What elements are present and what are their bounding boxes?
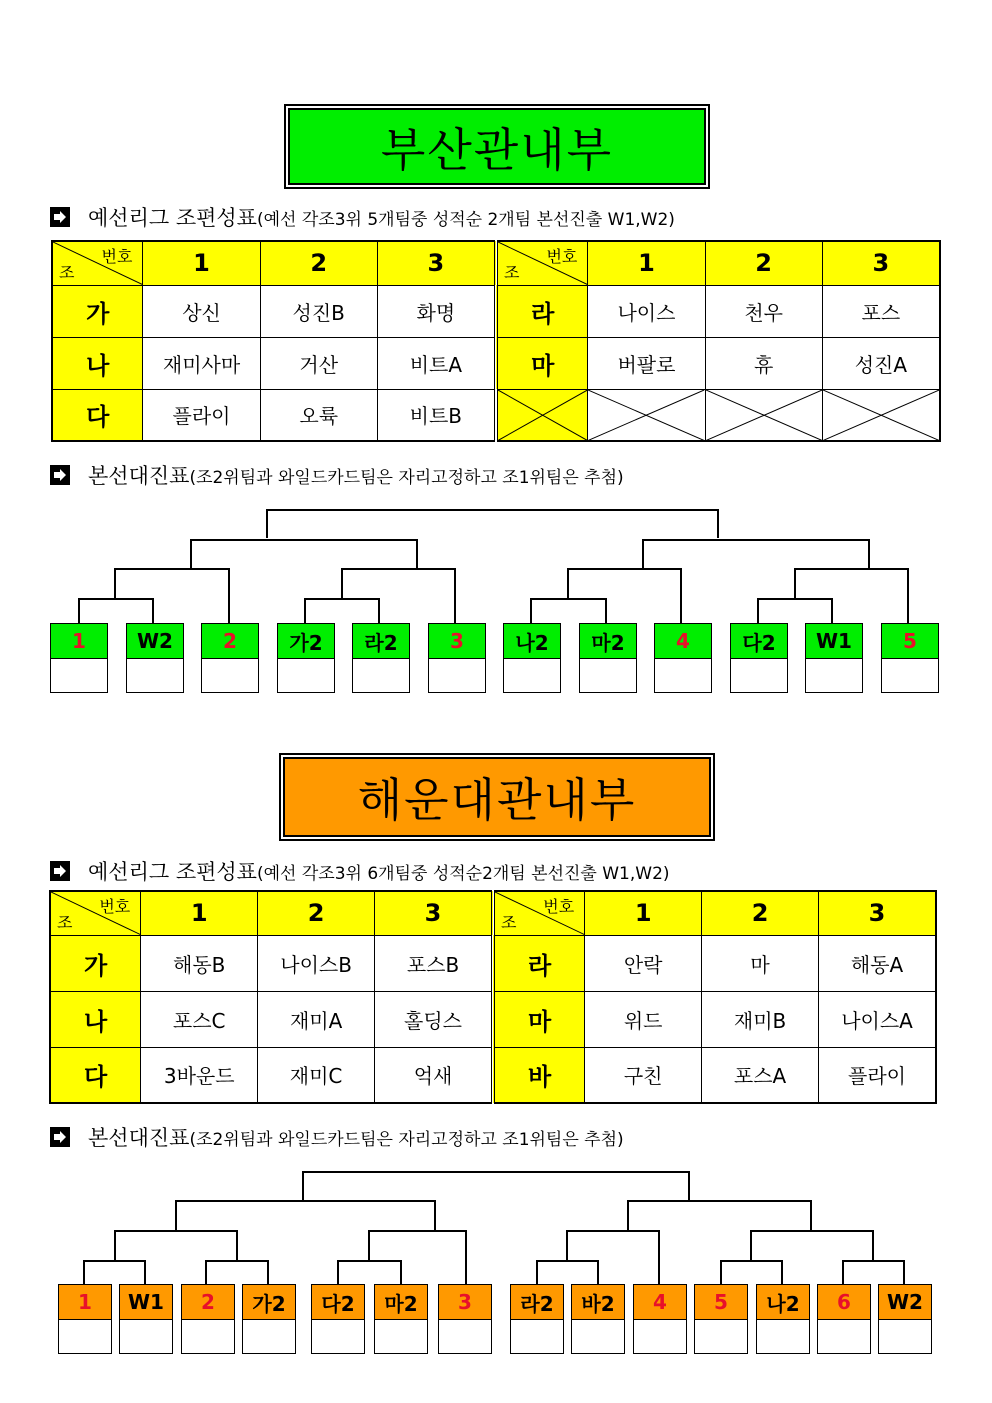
bracket-seed xyxy=(242,1284,296,1354)
team-cell: 위드 xyxy=(585,991,702,1047)
column-header: 1 xyxy=(585,891,702,935)
group-name: 다 xyxy=(52,389,143,441)
seed-label: W2 xyxy=(127,624,183,659)
bracket-seed xyxy=(181,1284,235,1354)
group-name: 다 xyxy=(50,1047,141,1103)
seed-result-box xyxy=(375,1320,427,1353)
team-cell: 해동B xyxy=(141,935,258,991)
haeundae-title: 해운대관내부 xyxy=(357,773,637,827)
column-header: 3 xyxy=(377,241,496,285)
bracket-seed xyxy=(878,1284,932,1354)
team-cell: 해동A xyxy=(819,935,936,991)
haeundae-prelim-heading: 예선리그 조편성표 xyxy=(88,860,257,884)
seed-result-box xyxy=(695,1320,747,1353)
team-cell: 재미B xyxy=(702,991,819,1047)
seed-result-box xyxy=(634,1320,686,1353)
corner-label-number: 번호 xyxy=(101,247,133,266)
group-name: 가 xyxy=(50,935,141,991)
haeundae-main-heading: 본선대진표 xyxy=(88,1126,190,1150)
team-cell: 화명 xyxy=(377,285,496,337)
team-cell: 거산 xyxy=(260,337,377,389)
team-cell: 비트A xyxy=(377,337,496,389)
seed-label: 라2 xyxy=(353,624,409,659)
seed-result-box xyxy=(572,1320,624,1353)
team-cell: 오륙 xyxy=(260,389,377,441)
bracket-seed xyxy=(571,1284,625,1354)
team-cell: 플라이 xyxy=(819,1047,936,1103)
column-header: 1 xyxy=(143,241,260,285)
team-cell: 홀딩스 xyxy=(375,991,493,1047)
team-cell: 나이스B xyxy=(258,935,375,991)
seed-label: 2 xyxy=(182,1285,234,1320)
column-header: 2 xyxy=(702,891,819,935)
column-header: 2 xyxy=(258,891,375,935)
seed-label: 3 xyxy=(429,624,485,659)
bracket-seed xyxy=(756,1284,810,1354)
group-name: 가 xyxy=(52,285,143,337)
seed-label: 5 xyxy=(695,1285,747,1320)
bracket-seed xyxy=(817,1284,871,1354)
seed-label: W1 xyxy=(806,624,862,659)
busan-main-note: (조2위팀과 와일드카드팀은 자리고정하고 조1위팀은 추첨) xyxy=(189,467,624,488)
team-cell: 마 xyxy=(702,935,819,991)
seed-label: 라2 xyxy=(511,1285,563,1320)
seed-label: 3 xyxy=(439,1285,491,1320)
seed-label: 1 xyxy=(59,1285,111,1320)
busan-prelim-heading: 예선리그 조편성표 xyxy=(88,206,257,230)
haeundae-prelim-note: (예선 각조3위 6개팀중 성적순2개팀 본선진출 W1,W2) xyxy=(256,863,670,884)
column-header: 3 xyxy=(822,241,940,285)
seed-label: 4 xyxy=(634,1285,686,1320)
seed-label: W1 xyxy=(120,1285,172,1320)
team-cell: 3바운드 xyxy=(141,1047,258,1103)
group-name: 마 xyxy=(496,337,588,389)
team-cell: 구친 xyxy=(585,1047,702,1103)
team-cell: 천우 xyxy=(705,285,822,337)
group-name: 마 xyxy=(493,991,585,1047)
busan-main-heading: 본선대진표 xyxy=(88,464,190,488)
seed-result-box xyxy=(818,1320,870,1353)
seed-result-box xyxy=(312,1320,364,1353)
seed-label: 나2 xyxy=(504,624,560,659)
team-cell: 상신 xyxy=(143,285,260,337)
team-cell: 나이스 xyxy=(588,285,705,337)
group-name: 라 xyxy=(496,285,588,337)
column-header: 2 xyxy=(705,241,822,285)
team-cell: 포스A xyxy=(702,1047,819,1103)
team-cell: 포스 xyxy=(822,285,940,337)
bracket-seed xyxy=(311,1284,365,1354)
bracket-seed xyxy=(58,1284,112,1354)
bracket-seed xyxy=(633,1284,687,1354)
group-name: 나 xyxy=(52,337,143,389)
corner-label-group: 조 xyxy=(59,262,75,282)
corner-label-group: 조 xyxy=(500,912,517,932)
seed-label: 1 xyxy=(51,624,107,659)
bracket-seed xyxy=(694,1284,748,1354)
seed-label: 마2 xyxy=(375,1285,427,1320)
team-cell: 억새 xyxy=(375,1047,493,1103)
corner-label-group: 조 xyxy=(503,262,520,282)
seed-label: 다2 xyxy=(731,624,787,659)
seed-label: 가2 xyxy=(243,1285,295,1320)
column-header: 1 xyxy=(588,241,705,285)
team-cell: 재미C xyxy=(258,1047,375,1103)
seed-label: 나2 xyxy=(757,1285,809,1320)
team-cell: 안락 xyxy=(585,935,702,991)
team-cell: 포스C xyxy=(141,991,258,1047)
seed-result-box xyxy=(120,1320,172,1353)
team-cell: 성진B xyxy=(260,285,377,337)
group-name: 라 xyxy=(493,935,585,991)
seed-label: 2 xyxy=(202,624,258,659)
team-cell: 포스B xyxy=(375,935,493,991)
bracket-seed xyxy=(510,1284,564,1354)
seed-label: 가2 xyxy=(278,624,334,659)
team-cell: 휴 xyxy=(705,337,822,389)
seed-label: 다2 xyxy=(312,1285,364,1320)
busan-prelim-note: (예선 각조3위 5개팀중 성적순 2개팀 본선진출 W1,W2) xyxy=(256,209,675,230)
team-cell: 비트B xyxy=(377,389,496,441)
bracket-seed xyxy=(438,1284,492,1354)
seed-label: 마2 xyxy=(580,624,636,659)
seed-label: 5 xyxy=(882,624,938,659)
seed-result-box xyxy=(59,1320,111,1353)
seed-result-box xyxy=(182,1320,234,1353)
group-name: 바 xyxy=(493,1047,585,1103)
team-cell: 나이스A xyxy=(819,991,936,1047)
team-cell: 버팔로 xyxy=(588,337,705,389)
column-header: 1 xyxy=(141,891,258,935)
corner-label-group: 조 xyxy=(57,912,73,932)
seed-result-box xyxy=(757,1320,809,1353)
column-header: 3 xyxy=(819,891,936,935)
column-header: 3 xyxy=(375,891,493,935)
corner-label-number: 번호 xyxy=(546,247,578,266)
group-name: 나 xyxy=(50,991,141,1047)
seed-label: 4 xyxy=(655,624,711,659)
seed-label: W2 xyxy=(879,1285,931,1320)
seed-result-box xyxy=(243,1320,295,1353)
team-cell: 재미A xyxy=(258,991,375,1047)
busan-title: 부산관내부 xyxy=(380,122,614,177)
seed-label: 6 xyxy=(818,1285,870,1320)
seed-result-box xyxy=(879,1320,931,1353)
team-cell: 성진A xyxy=(822,337,940,389)
seed-label: 바2 xyxy=(572,1285,624,1320)
team-cell: 플라이 xyxy=(143,389,260,441)
team-cell: 재미사마 xyxy=(143,337,260,389)
corner-label-number: 번호 xyxy=(99,897,131,916)
bracket-seed xyxy=(119,1284,173,1354)
bracket-seed xyxy=(374,1284,428,1354)
column-header: 2 xyxy=(260,241,377,285)
haeundae-main-note: (조2위팀과 와일드카드팀은 자리고정하고 조1위팀은 추첨) xyxy=(189,1129,624,1150)
seed-result-box xyxy=(439,1320,491,1353)
seed-result-box xyxy=(511,1320,563,1353)
corner-label-number: 번호 xyxy=(543,897,575,916)
